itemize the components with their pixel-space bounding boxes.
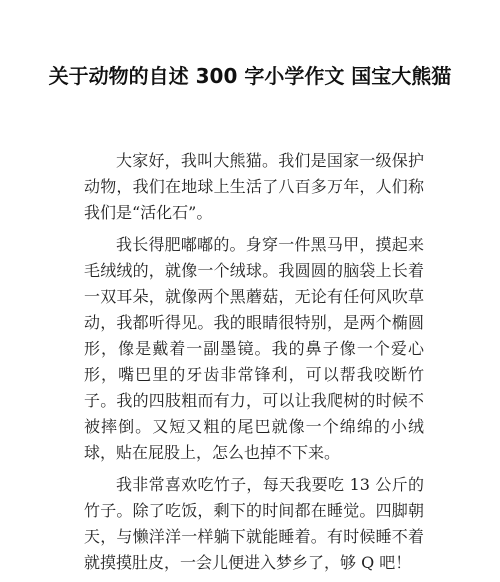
- paragraph-appearance: 我长得肥嘟嘟的。身穿一件黑马甲，摸起来毛绒绒的，就像一个绒球。我圆圆的脑袋上长着一双耳朵，就像两个黑蘑菇，无论有任何风吹草动，我都听得见。我的眼睛很特别，是两个椭圆形，像是戴着一副墨镜。我的鼻子像一个爱心形，嘴巴里的牙齿非常锋利，可以帮我咬断竹子。我的四肢粗而有力，可以让我爬树的时候不被摔倒。又短又粗的尾巴就像一个绵绵的小绒球，贴在屁股上，怎么也掉不下来。: [84, 235, 424, 462]
- article-body: [84, 148, 424, 582]
- document-title: 关于动物的自述 300 字小学作文 国宝大熊猫: [48, 64, 452, 88]
- paragraph-intro: 大家好，我叫大熊猫。我们是国家一级保护动物，我们在地球上生活了八百多万年，人们称我们是“活化石”。: [84, 151, 424, 222]
- paragraph-habits: 我非常喜欢吃竹子，每天我要吃 13 公斤的竹子。除了吃饭，剩下的时间都在睡觉。四脚朝天，与懒洋洋一样躺下就能睡着。有时候睡不着就摸摸肚皮，一会儿便进入梦乡了，够 Q 吧！: [84, 475, 424, 572]
